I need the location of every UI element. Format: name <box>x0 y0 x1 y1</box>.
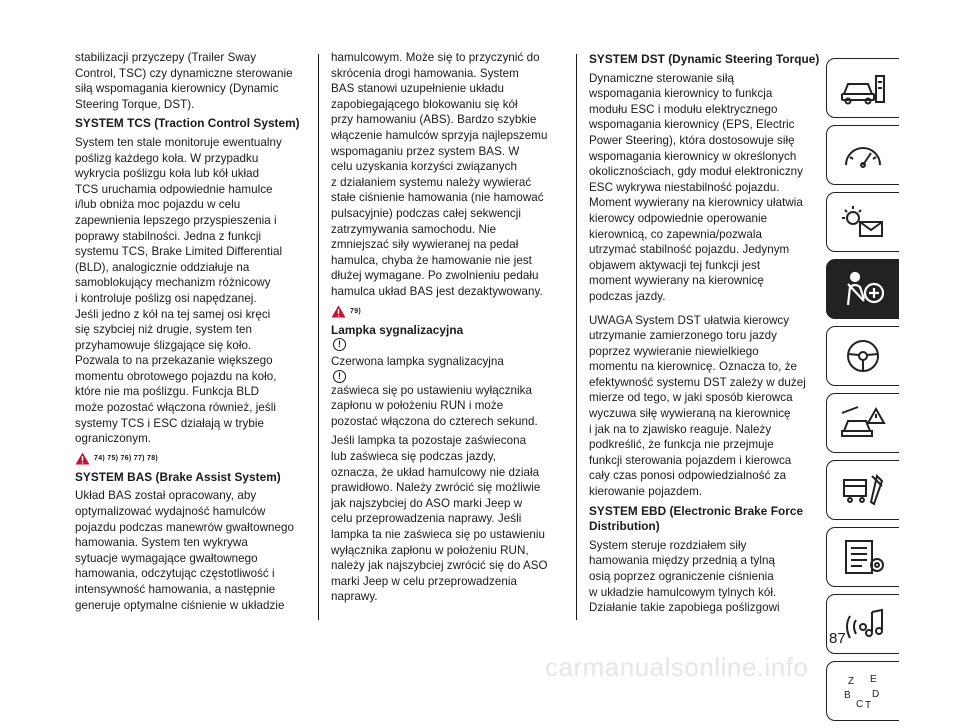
index-letter: D <box>872 689 880 700</box>
heading-bas: SYSTEM BAS (Brake Assist System) <box>75 469 281 484</box>
text-line: pozostać włączona do czterech sekund. <box>331 414 538 428</box>
index-letter: Z <box>848 676 855 687</box>
text-line: Dynamiczne sterowanie siłą <box>589 71 734 85</box>
text-line: ESC wykrywa niestabilność pojazdu. <box>589 180 780 194</box>
text-line: prawidłowo. Należy zwrócić się możliwie <box>331 481 541 495</box>
text-line: zatrzymywania samochodu. Nie <box>331 222 497 236</box>
paragraph-tcs <box>75 135 307 447</box>
text-line: wspomagania kierownicy w określonych <box>589 149 797 163</box>
text-line: (BLD), analogicznie oddziałuje na <box>75 260 250 274</box>
paragraph-bas <box>75 488 307 613</box>
index-letter: E <box>870 674 877 685</box>
car-info-icon <box>838 68 888 108</box>
text-line: optymalizować wydajność hamulców <box>75 505 266 519</box>
paragraph-lamp-fault <box>331 433 567 605</box>
text-line: efektywność systemu DST zależy w dużej <box>589 375 806 389</box>
text-line: przy hamowaniu (ABS). Bardzo szybkie <box>331 113 537 127</box>
text-line: wspomagania kierownicy (EPS, Electric <box>589 118 795 132</box>
text-line: Pozwala to na przekazanie większego <box>75 354 273 368</box>
tab-instrument-panel[interactable] <box>826 125 899 185</box>
tab-knowing-vehicle[interactable] <box>826 58 899 118</box>
text-column-1 <box>75 50 307 617</box>
text-line: lampka ta nie zaświeca się po ustawieniu <box>331 528 546 542</box>
brake-warning-lamp-icon <box>333 370 346 383</box>
text-line: Działanie takie zapobiega poślizgowi <box>589 601 780 615</box>
text-line: objawem aktywacji tej funkcji jest <box>589 258 761 272</box>
text-line: podczas jazdy. <box>589 289 666 303</box>
warning-triangle-icon <box>75 452 90 465</box>
reference-numbers: 79) <box>350 307 362 315</box>
text-line: poprzez wywieranie niewielkiego <box>589 344 759 358</box>
text-line: pojazdu podczas manewrów gwałtownego <box>75 520 294 534</box>
tab-index[interactable] <box>826 661 899 721</box>
text-line: zapłonu w położeniu RUN i może <box>331 399 504 413</box>
text-line: sytuacje wymagające gwałtownego <box>75 551 258 565</box>
emergency-car-icon <box>838 403 888 443</box>
text-line: w układzie hamulcowym tylnych kół. <box>589 585 777 599</box>
text-line: intensywność hamowania, a następnie <box>75 583 276 596</box>
brake-warning-lamp-icon <box>333 338 346 351</box>
text-line: się szybciej niż drugie, system ten <box>75 323 253 337</box>
text-line: utrzymanie zamierzonego toru jazdy <box>589 329 777 343</box>
tab-warning-lights[interactable] <box>826 192 899 252</box>
text-line: lub zaświeca się podczas jazdy, <box>331 450 497 464</box>
tab-servicing[interactable] <box>826 460 899 520</box>
text-line: ograniczonym. <box>75 432 152 446</box>
text-line: stabilizacji przyczepy (Trailer Sway <box>75 51 257 64</box>
heading-dst: SYSTEM DST (Dynamic Steering Torque) <box>589 52 820 66</box>
text-line: Control, TSC) czy dynamiczne sterowanie <box>75 66 293 80</box>
text-line: zapobiegającego blokowaniu się kół <box>331 97 518 111</box>
text-line: podkreślić, że funkcja nie przejmuje <box>589 438 774 452</box>
warning-references-2 <box>331 304 567 320</box>
text-line: pulsacyjnie) podczas całej sekwencji <box>331 206 521 220</box>
text-line: kierowanie pojazdem. <box>589 485 703 499</box>
text-line: systemu TCS, Brake Limited Differential <box>75 245 283 259</box>
text-line: zmniejszać siły wywieranej na pedał <box>331 238 519 252</box>
text-line: hamulca, chyba że hamowanie nie jest <box>331 253 532 267</box>
text-line: włączenie hamulców sprzyja najlepszemu <box>331 128 548 142</box>
text-line: Jeśli jedno z kół na tej samej osi kręci <box>75 307 271 321</box>
text-line: System steruje rozdziałem siły <box>589 538 747 552</box>
text-line: hamulcowym. Może się to przyczynić do <box>331 51 540 64</box>
text-line: Steering Torque, DST). <box>75 97 195 111</box>
text-line: marki Jeep w celu przeprowadzenia <box>331 574 517 588</box>
text-line: momentu na kierownicę. Oznacza to, że <box>589 360 798 374</box>
text-line: hamowania, odczytując częstotliwość i <box>75 567 275 581</box>
text-line: skrócenia drogi hamowania. System <box>331 66 519 80</box>
text-line: SYSTEM EBD (Electronic Brake Force <box>589 503 804 518</box>
column-divider-2 <box>576 54 577 620</box>
text-line: Power Steering), która dostosowuje siłę <box>589 133 795 147</box>
tab-safety[interactable] <box>826 259 899 319</box>
text-line: wykrycia poślizgu koła lub kół układ <box>75 167 260 181</box>
text-line: funkcji sterowania pojazdem i kierowca <box>589 453 792 467</box>
text-line: hamulca układ BAS jest dezaktywowany. <box>331 284 543 298</box>
technical-data-icon <box>838 537 888 577</box>
text-line: Distribution) <box>589 519 660 534</box>
text-line: oznacza, że układ hamulcowy nie działa <box>331 465 540 479</box>
text-line: mierze od tego, w jaki sposób kierowca <box>589 391 793 405</box>
text-line: zapewnienia lepszego przyspieszenia i <box>75 213 277 227</box>
text-line: Jeśli lampka ta pozostaje zaświecona <box>331 434 527 448</box>
text-line: które nie ma poślizgu. Funkcja BLD <box>75 385 260 399</box>
text-line: może pozostać włączona również, jeśli <box>75 401 276 415</box>
text-line: momentu obrotowego pojazdu na koło, <box>75 369 277 383</box>
text-line: Moment wywierany na kierownicy ułatwia <box>589 196 803 210</box>
text-line: naprawy. <box>331 590 378 604</box>
text-line: wspomaganiu przez system BAS. W <box>331 144 520 158</box>
service-tools-icon <box>838 470 888 510</box>
text-line: wspomagania kierownicy to funkcja <box>589 87 773 101</box>
index-letter: T <box>865 700 872 711</box>
safety-seatbelt-airbag-icon <box>838 269 888 309</box>
tab-technical-data[interactable] <box>826 527 899 587</box>
paragraph-trailer-sway <box>75 50 307 112</box>
text-line: osią poprzez ograniczenie ciśnienia <box>589 570 774 583</box>
text-line: BAS stanowi uzupełnienie układu <box>331 82 504 96</box>
paragraph-bas-continued <box>331 50 567 300</box>
text-line: Układ BAS został opracowany, aby <box>75 489 257 503</box>
text-line: samoblokujący mechanizm różnicowy <box>75 276 271 290</box>
text-line: poprawy stabilności. Jedna z funkcji <box>75 229 262 243</box>
paragraph-dst-note <box>589 313 819 500</box>
chapter-tabs <box>826 58 899 728</box>
text-line: System ten stale monitoruje ewentualny <box>75 135 282 149</box>
text-line: celu przeprowadzenia naprawy. Jeśli <box>331 512 522 526</box>
text-line: wyłącznika zapłonu w położeniu RUN, <box>331 543 529 557</box>
text-line: kierownicą, co zapewnia/pozwala <box>589 227 762 241</box>
text-line: i/lub obniża moc pojazdu w celu <box>75 198 241 212</box>
text-line: hamowania. System ten wykrywa <box>75 536 248 550</box>
text-line: zaświeca się po ustawieniu wyłącznika <box>331 383 532 397</box>
text-line: dłużej wymagane. Po zwolnieniu pedału <box>331 269 539 283</box>
text-line: modułu ESC i modułu elektrycznego <box>589 102 778 116</box>
text-line: moment wywierany na kierownicę <box>589 274 764 288</box>
heading-warning-lamp: Lampka sygnalizacyjna ! <box>331 323 567 352</box>
text-line: utrzymać stabilność pojazdu. Jedynym <box>589 243 790 257</box>
text-line: i jak na to zjawisko reaguje. Należy <box>589 422 772 436</box>
text-column-2 <box>331 50 567 609</box>
text-line: siłą wspomagania kierownicy (Dynamic <box>75 82 279 96</box>
text-line: i kontroluje poślizg osi napędzanej. <box>75 291 257 305</box>
text-line: stałe ciśnienie hamowania (nie hamować <box>331 191 544 205</box>
reference-numbers: 74) 75) 76) 77) 78) <box>94 455 159 463</box>
text-line: należy jak najszybciej zwrócić się do ASO <box>331 559 548 573</box>
text-line: Czerwona lampka sygnalizacyjna ! <box>331 354 567 383</box>
text-line: z działaniem systemu należy wywierać <box>331 175 532 189</box>
page-number: 87 <box>829 630 846 647</box>
text-line: celu uzyskania korzyści związanych <box>331 160 517 174</box>
dashboard-gauge-icon <box>838 135 888 175</box>
paragraph-lamp-on <box>331 354 567 429</box>
text-line: kierowcy odpowiednie operowanie <box>589 211 768 225</box>
warning-lights-icon <box>838 202 888 242</box>
watermark-footer: carmanualsonline.info <box>545 652 809 682</box>
text-line: systemy TCS i ESC działają w trybie <box>75 416 265 430</box>
text-line: jak najszybciej do ASO marki Jeep w <box>331 496 523 510</box>
text-line: UWAGA System DST ułatwia kierowcy <box>589 313 790 327</box>
text-line: okolicznościach, gdy moduł elektroniczny <box>589 165 804 179</box>
paragraph-dst <box>589 71 819 305</box>
text-line: przyhamowuje ślizgające się koło. <box>75 338 252 352</box>
text-line: poślizg każdego koła. W przypadku <box>75 151 259 165</box>
paragraph-ebd <box>589 538 819 616</box>
heading-tcs: SYSTEM TCS (Traction Control System) <box>75 116 300 131</box>
warning-triangle-icon <box>331 305 346 318</box>
text-line: cały czas ponosi odpowiedzialność za <box>589 469 787 483</box>
column-divider-1 <box>318 54 319 620</box>
text-line: wyczuwa siłę wywieraną na kierownicę <box>589 407 791 421</box>
index-letter: B <box>844 690 851 701</box>
text-line: TCS uruchamia odpowiednie hamulce <box>75 182 273 196</box>
text-line: generuje optymalne ciśnienie w układzie <box>75 598 285 612</box>
alphabetical-index-icon <box>838 671 888 711</box>
tab-starting-driving[interactable] <box>826 326 899 386</box>
text-line: hamowania między przednią a tylną <box>589 554 775 568</box>
tab-emergency[interactable] <box>826 393 899 453</box>
warning-references-1 <box>75 451 307 467</box>
steering-wheel-icon <box>838 336 888 376</box>
index-letter: C <box>856 699 864 710</box>
text-column-3 <box>589 50 819 620</box>
heading-ebd <box>589 504 819 535</box>
